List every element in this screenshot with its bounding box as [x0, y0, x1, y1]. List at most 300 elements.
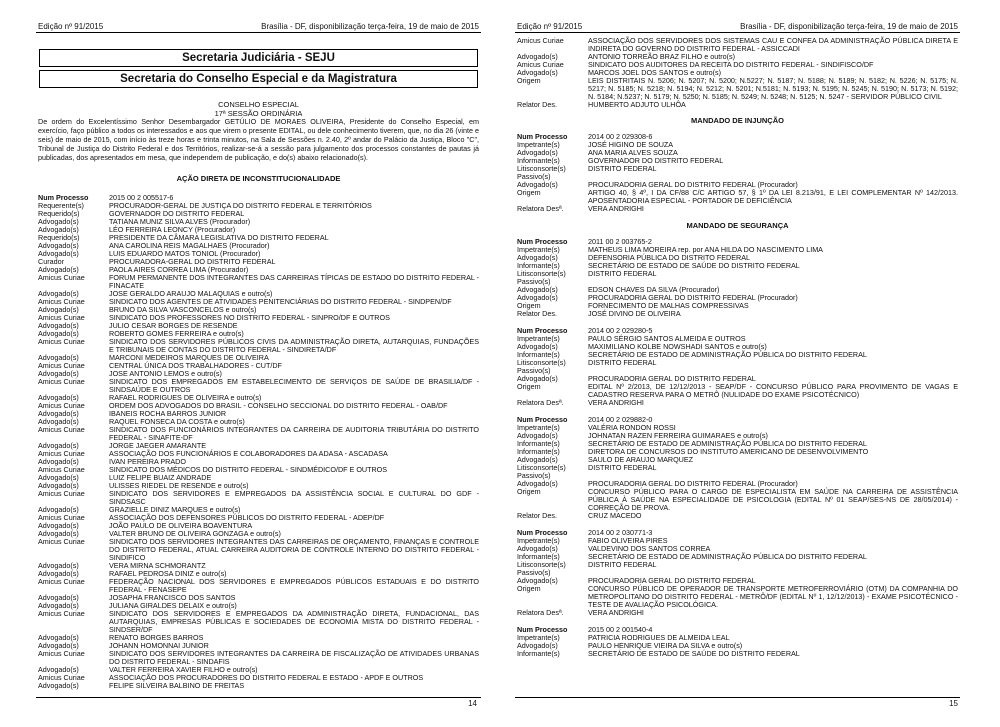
field-value: VERA ANDRIGHI — [588, 204, 644, 213]
field-label: Amicus Curiae — [38, 296, 85, 306]
field-label: Advogado(s) — [38, 368, 79, 378]
field-value: SINDICATO DOS FUNCIONÁRIOS INTEGRANTES DA CARREIRA DE AUDITORIA TRIBUTÁRIA DO DISTRITO FEDERAL - SINAFITE-DF — [109, 424, 479, 442]
field-label: Amicus Curiae — [38, 464, 85, 474]
field-value: CENTRAL ÚNICA DOS TRABALHADORES - CUT/DF — [109, 360, 282, 370]
field-value: 2014 00 2 029882-0 — [588, 415, 653, 424]
field-label: Curador — [38, 256, 64, 266]
field-value: SECRETÁRIO DE ESTADO DE ADMINISTRAÇÃO PÚBLICA DO DISTRITO FEDERAL — [588, 552, 867, 561]
field-label: Relatora Desª. — [517, 398, 564, 407]
record-row — [515, 278, 960, 286]
field-value: SINDICATO DOS AGENTES DE ATIVIDADES PENITENCIÁRIAS DO DISTRITO FEDERAL - SINDPEN/DF — [109, 296, 452, 306]
record-separator — [515, 318, 960, 327]
field-label: Num Processo — [38, 192, 89, 202]
field-value: ASSOCIAÇÃO DOS PROCURADORES DO DISTRITO FEDERAL E ESTADO - APDF E OUTROS — [109, 672, 424, 682]
page-number: 14 — [468, 699, 477, 708]
session-subtitle: 17ª SESSÃO ORDINÁRIA — [214, 109, 303, 119]
field-label: Litisconsorte(s) — [517, 463, 566, 472]
field-label: Informante(s) — [517, 439, 560, 448]
record-row — [515, 448, 960, 456]
field-label: Advogado(s) — [38, 520, 79, 530]
field-value: BRUNO DA SILVA VASCONCELOS e outro(s) — [109, 304, 257, 314]
field-value: 2014 00 2 030771-3 — [588, 528, 653, 537]
record-separator — [515, 617, 960, 626]
record-row — [36, 338, 481, 354]
field-label: Advogado(s) — [517, 253, 558, 262]
field-value: RAFAEL PEDROSA DINIZ e outro(s) — [109, 568, 227, 578]
field-label: Advogado(s) — [38, 416, 79, 426]
field-label: Origem — [517, 188, 541, 197]
field-label: Advogado(s) — [38, 248, 79, 258]
edition-label: Edição nº 91/2015 — [517, 22, 583, 31]
field-label: Relatora Desª. — [517, 608, 564, 617]
field-value: CONCURSO PÚBLICO DE OPERADOR DE TRANSPORTE METROFERROVIÁRIO (OTM) DA COMPANHIA DO METROPOLITANO DO DISTRITO FEDERAL - METRÔ/DF (EDITAL Nº 1, 12/12/2013) - EXAME PSICOTÉCNICO - TESTE DE AVALIAÇÃO PSICOLÓGICA. — [588, 584, 958, 609]
secretariat-subtitle: Secretaria do Conselho Especial e da Magistratura — [39, 70, 478, 88]
field-value: DISTRITO FEDERAL — [588, 560, 657, 569]
record-row — [36, 202, 481, 210]
field-label: Amicus Curiae — [38, 400, 85, 410]
field-value: JOHNATAN RAZEN FERREIRA GUIMARAES e outro(s) — [588, 431, 768, 440]
field-label: Requerente(s) — [38, 200, 84, 210]
field-value: SAULO DE ARAUJO MARQUEZ — [588, 455, 694, 464]
field-value: PATRICIA RODRIGUES DE ALMEIDA LEAL — [588, 633, 730, 642]
record-row — [515, 165, 960, 173]
field-value: PAULO HENRIQUE VIEIRA DA SILVA e outro(s) — [588, 641, 743, 650]
record-row — [36, 466, 481, 474]
field-value: 2015 00 2 001540-4 — [588, 625, 653, 634]
field-label: Advogado(s) — [38, 568, 79, 578]
record-row — [36, 562, 481, 570]
field-value: MARCOS JOEL DOS SANTOS e outro(s) — [588, 68, 721, 77]
field-value: DISTRITO FEDERAL — [588, 164, 657, 173]
process-record — [515, 416, 960, 520]
field-label: Advogado(s) — [38, 392, 79, 402]
record-row — [515, 101, 960, 109]
field-value: PROCURADORA-GERAL DO DISTRITO FEDERAL — [109, 256, 276, 266]
field-value: VALDEVINO DOS SANTOS CORREA — [588, 544, 711, 553]
field-value: VALTER BRUNO DE OLIVEIRA GONZAGA e outro(s) — [109, 528, 281, 538]
field-label: Advogado(s) — [517, 293, 558, 302]
record-row — [36, 402, 481, 410]
field-label: Informante(s) — [517, 350, 560, 359]
field-value: PROCURADOR-GERAL DE JUSTIÇA DO DISTRITO FEDERAL E TERRITÓRIOS — [109, 200, 372, 210]
field-value: GOVERNADOR DO DISTRITO FEDERAL — [588, 156, 724, 165]
record-row — [515, 262, 960, 270]
field-label: Amicus Curiae — [517, 60, 564, 69]
field-value: 2014 00 2 029280-5 — [588, 326, 653, 335]
field-value: CONCURSO PÚBLICO PARA O CARGO DE ESPECIALISTA EM SAÚDE NA CARREIRA DE ASSISTÊNCIA PÚBLICA À SAÚDE NA ESPECIALIDADE DE PSICOLOGIA (EDITAL Nº 01 SEAP/SES-NS DE 28/05/2014) - CORREÇÃO DE PROVA. — [588, 487, 958, 512]
field-label: Litisconsorte(s) — [517, 560, 566, 569]
record-row — [36, 378, 481, 394]
process-record-list — [36, 194, 481, 690]
record-row — [36, 298, 481, 306]
field-label: Impetrante(s) — [517, 633, 560, 642]
field-label: Advogado(s) — [517, 641, 558, 650]
field-value: DIRETORA DE CONCURSOS DO INSTITUTO AMERICANO DE DESENVOLVIMENTO — [588, 447, 869, 456]
record-row — [36, 258, 481, 266]
process-record — [515, 626, 960, 658]
field-label: Origem — [517, 487, 541, 496]
field-value: ORDEM DOS ADVOGADOS DO BRASIL - CONSELHO SECCIONAL DO DISTRITO FEDERAL - OAB/DF — [109, 400, 448, 410]
page-footer — [515, 697, 960, 710]
field-value: PROCURADORIA GERAL DO DISTRITO FEDERAL (Procurador) — [588, 479, 798, 488]
field-label: Advogado(s) — [38, 600, 79, 610]
secretariat-title: Secretaria Judiciária - SEJU — [39, 49, 478, 67]
record-row — [36, 450, 481, 458]
page-header — [36, 22, 481, 33]
field-value: GOVERNADOR DO DISTRITO FEDERAL — [109, 208, 245, 218]
field-label: Relator Des. — [517, 511, 557, 520]
field-value: SECRETÁRIO DE ESTADO DE SAÚDE DO DISTRITO FEDERAL — [588, 649, 800, 658]
page-header — [515, 22, 960, 33]
field-value: LUIS EDUARDO MATOS TONIOL (Procurador) — [109, 248, 261, 258]
field-value: SINDICATO DOS AUDITORES DA RECEITA DO DISTRITO FEDERAL - SINDIFISCO/DF — [588, 60, 874, 69]
field-value: SINDICATO DOS EMPREGADOS EM ESTABELECIMENTO DE SERVIÇOS DE SAÚDE DE BRASILIA/DF - SINDSAÚDE E OUTROS — [109, 376, 479, 394]
field-value: ARTIGO 40, § 4º, I DA CF/88 C/C ARTIGO 57, § 1º DA LEI 8.213/91, E LEI COMPLEMENTAR Nº 142/2013. APOSENTADORIA ESPECIAL - PORTADOR DE DEFICIÊNCIA — [588, 188, 958, 205]
field-value: LEIS DISTRITAIS N. 5206; N. 5207; N. 5200; N.5227; N. 5187; N. 5188; N. 5189; N. 5182; N. 5226; N. 5175; N. 5217; N. 5185; N. 5218; N. 5194; N. 5212; N. 5201; N.5181; N. 5193; N. 5195; N. 5245; N. 5190; N. 5173; N. 5192; N. 5184; N.5237; N. 5179; N. 5250; N. 5185; N. 5249; N. 5248; N. 5125; N. 5247 - SERVIDOR PÚBLICO CIVIL — [588, 76, 958, 101]
record-row — [36, 578, 481, 594]
field-value: ASSOCIAÇÃO DOS DEFENSORES PÚBLICOS DO DISTRITO FEDERAL - ADEP/DF — [109, 512, 385, 522]
field-value: IVAN PEREIRA PRADO — [109, 456, 186, 466]
field-label: Advogado(s) — [517, 455, 558, 464]
record-row — [515, 77, 960, 101]
field-value: SINDICATO DOS SERVIDORES INTEGRANTES DA CARREIRA DE FISCALIZAÇÃO DE ATIVIDADES URBANAS DO DISTRITO FEDERAL - SINDAFIS — [109, 648, 479, 666]
edital-intro: De ordem do Excelentíssimo Senhor Desembargador GETÚLIO DE MORAES OLIVEIRA, Presidente do Conselho Especial, em exercício, faço público a todos os interessados e aos que virem o presente EDITAL, ou dele conhecimento tiverem, que, no dia 26 (vinte e seis) de maio de 2015, com início às treze horas e trinta minutos, na Sala de Sessões n. 2.40, 2º andar do Palácio da Justiça, Bloco "C", Tribunal de Justiça do Distrito Federal e dos Territórios, realizar-se-á a sessão para julgamento dos processos constantes de pautas já publicadas, dos apresentados em mesa, que independem de publicação, e do(s) abaixo relacionado(s). — [38, 117, 479, 163]
record-row — [515, 512, 960, 520]
process-record — [515, 238, 960, 318]
record-row — [515, 488, 960, 512]
record-row — [36, 610, 481, 634]
field-label: Requerido(s) — [38, 208, 80, 218]
field-label: Advogado(s) — [517, 479, 558, 488]
record-row — [36, 650, 481, 666]
field-value: SECRETÁRIO DE ESTADO DE ADMINISTRAÇÃO PÚBLICA DO DISTRITO FEDERAL — [588, 350, 867, 359]
field-label: Relator Des. — [517, 309, 557, 318]
field-label: Advogado(s) — [38, 680, 79, 690]
field-label: Advogado(s) — [38, 472, 79, 482]
field-value: PRESIDENTE DA CÂMARA LEGISLATIVA DO DISTRITO FEDERAL — [109, 232, 329, 242]
field-value: SINDICATO DOS MÉDICOS DO DISTRITO FEDERAL - SINDMÉDICO/DF E OUTROS — [109, 464, 388, 474]
record-row — [36, 218, 481, 226]
field-label: Amicus Curiae — [38, 488, 85, 498]
record-row — [515, 529, 960, 537]
field-value: FORUM PERMANENTE DOS INTEGRANTES DAS CARREIRAS TÍPICAS DE ESTADO DO DISTRITO FEDERAL - FINACATE — [109, 272, 479, 290]
record-row — [515, 383, 960, 399]
record-row — [515, 133, 960, 141]
field-label: Amicus Curiae — [38, 312, 85, 322]
field-label: Amicus Curiae — [38, 448, 85, 458]
field-label: Num Processo — [517, 237, 568, 246]
field-label: Advogado(s) — [38, 408, 79, 418]
field-label: Advogado(s) — [38, 560, 79, 570]
field-value: SECRETÁRIO DE ESTADO DE SAÚDE DO DISTRITO FEDERAL — [588, 261, 800, 270]
record-row — [36, 322, 481, 330]
field-value: MATHEUS LIMA MOREIRA rep. por ANA HILDA DO NASCIMENTO LIMA — [588, 245, 823, 254]
record-row — [515, 359, 960, 367]
record-row — [36, 674, 481, 682]
field-label: Relatora Desª. — [517, 204, 564, 213]
field-value: RAFAEL RODRIGUES DE OLIVEIRA e outro(s) — [109, 392, 262, 402]
field-label: Passivo(s) — [517, 568, 551, 577]
field-label: Num Processo — [517, 625, 568, 634]
field-label: Amicus Curiae — [38, 424, 85, 434]
field-label: Amicus Curiae — [38, 576, 85, 586]
field-label: Amicus Curiae — [38, 336, 85, 346]
field-label: Advogado(s) — [38, 664, 79, 674]
field-label: Advogado(s) — [517, 374, 558, 383]
record-row — [515, 302, 960, 310]
field-label: Advogado(s) — [517, 180, 558, 189]
process-record — [515, 327, 960, 407]
record-row — [515, 399, 960, 407]
field-value: VALÉRIA RONDON ROSSI — [588, 423, 676, 432]
field-value: DISTRITO FEDERAL — [588, 269, 657, 278]
record-row — [515, 270, 960, 278]
record-row — [515, 141, 960, 149]
field-label: Advogado(s) — [38, 224, 79, 234]
field-value: PAOLA AIRES CORREA LIMA (Procurador) — [109, 264, 249, 274]
section-heading: AÇÃO DIRETA DE INCONSTITUCIONALIDADE — [176, 173, 341, 183]
field-label: Advogado(s) — [38, 480, 79, 490]
record-row — [515, 157, 960, 165]
field-label: Passivo(s) — [517, 172, 551, 181]
field-label: Advogado(s) — [38, 240, 79, 250]
field-value: VALTER FERREIRA XAVIER FILHO e outro(s) — [109, 664, 258, 674]
field-value: JOSE GERALDO ARAUJO MALAQUIAS e outro(s) — [109, 288, 273, 298]
field-value: TATIANA MUNIZ SILVA ALVES (Procurador) — [109, 216, 251, 226]
record-row — [36, 634, 481, 642]
field-value: ANTONIO TORREÃO BRAZ FILHO e outro(s) — [588, 52, 735, 61]
field-value: JOSAPHA FRANCISCO DOS SANTOS — [109, 592, 236, 602]
page-footer — [36, 697, 481, 710]
field-label: Requerido(s) — [38, 232, 80, 242]
record-row — [515, 561, 960, 569]
field-value: JULIO CESAR BORGES DE RESENDE — [109, 320, 238, 330]
session-title: CONSELHO ESPECIAL — [218, 100, 299, 109]
field-label: Amicus Curiae — [38, 648, 85, 658]
field-value: ASSOCIAÇÃO DOS SERVIDORES DOS SISTEMAS CAU E CONFEA DA ADMINISTRAÇÃO PÚBLICA DIRETA E INDIRETA DO GOVERNO DO DISTRITO FEDERAL - ASSICCADI — [588, 36, 958, 53]
field-value: EDSON CHAVES DA SILVA (Procurador) — [588, 285, 720, 294]
field-value: ROBERTO GOMES FERREIRA e outro(s) — [109, 328, 244, 338]
field-label: Num Processo — [517, 326, 568, 335]
field-label: Impetrante(s) — [517, 245, 560, 254]
record-row — [515, 650, 960, 658]
field-value: 2015 00 2 005517-6 — [109, 192, 174, 202]
record-row — [36, 362, 481, 370]
record-row — [36, 594, 481, 602]
section-heading-seguranca: MANDADO DE SEGURANÇA — [686, 221, 789, 230]
field-label: Advogado(s) — [38, 304, 79, 314]
record-row — [36, 210, 481, 218]
field-label: Num Processo — [517, 415, 568, 424]
field-label: Informante(s) — [517, 447, 560, 456]
field-label: Advogado(s) — [38, 640, 79, 650]
field-label: Informante(s) — [517, 156, 560, 165]
field-label: Advogado(s) — [517, 544, 558, 553]
process-record — [515, 529, 960, 617]
record-row — [515, 585, 960, 609]
field-value: 2014 00 2 029308-6 — [588, 132, 653, 141]
record-row — [36, 490, 481, 506]
right-page — [515, 22, 960, 710]
field-label: Advogado(s) — [517, 148, 558, 157]
field-value: DISTRITO FEDERAL — [588, 463, 657, 472]
record-separator — [515, 520, 960, 529]
record-row — [36, 410, 481, 418]
record-row — [515, 609, 960, 617]
record-row — [36, 514, 481, 522]
field-value: SINDICATO DOS SERVIDORES E EMPREGADOS DA ADMINISTRAÇÃO DIRETA, FUNDACIONAL, DAS AUTARQUIAS, EMPRESAS PÚBLICAS E SOCIEDADES DE ECONOMIA MISTA DO DISTRITO FEDERAL - SINDSER/DF — [109, 608, 479, 634]
page-number: 15 — [949, 699, 958, 708]
field-value: ANA MARIA ALVES SOUZA — [588, 148, 678, 157]
field-label: Advogado(s) — [517, 285, 558, 294]
field-value: ULISSES RIEDEL DE RESENDE e outro(s) — [109, 480, 249, 490]
record-row — [36, 274, 481, 290]
field-value: HUMBERTO ADJUTO ULHÔA — [588, 100, 686, 109]
seguranca-record-list — [515, 238, 960, 658]
field-value: SECRETÁRIO DE ESTADO DE ADMINISTRAÇÃO PÚBLICA DO DISTRITO FEDERAL — [588, 439, 867, 448]
record-row — [515, 464, 960, 472]
field-label: Advogado(s) — [38, 352, 79, 362]
field-label: Amicus Curiae — [38, 512, 85, 522]
field-label: Amicus Curiae — [38, 672, 85, 682]
field-value: JORGE JAEGER AMARANTE — [109, 440, 207, 450]
field-label: Advogado(s) — [38, 440, 79, 450]
edition-label: Edição nº 91/2015 — [38, 22, 104, 31]
field-value: MAXIMILIANO KOLBE NOWSHADI SANTOS e outro(s) — [588, 342, 767, 351]
field-label: Amicus Curiae — [38, 376, 85, 386]
field-value: JOSÉ HIGINO DE SOUZA — [588, 140, 674, 149]
field-label: Advogado(s) — [38, 216, 79, 226]
section-heading-injuncao: MANDADO DE INJUNÇÃO — [691, 116, 784, 125]
field-label: Advogado(s) — [38, 456, 79, 466]
field-value: PAULO SÉRGIO SANTOS ALMEIDA E OUTROS — [588, 334, 746, 343]
field-value: FABIO OLIVEIRA PIRES — [588, 536, 668, 545]
field-value: PROCURADORIA GERAL DO DISTRITO FEDERAL — [588, 576, 756, 585]
field-label: Advogado(s) — [38, 328, 79, 338]
field-label: Advogado(s) — [38, 592, 79, 602]
field-label: Num Processo — [517, 132, 568, 141]
field-value: PROCURADORIA GERAL DO DISTRITO FEDERAL (Procurador) — [588, 293, 798, 302]
field-value: SINDICATO DOS SERVIDORES PÚBLICOS CIVIS DA ADMINISTRAÇÃO DIRETA, AUTARQUIAS, FUNDAÇÕES E TRIBUNAIS DE CONTAS DO DISTRITO FEDERAL - SINDIRETA/DF — [109, 336, 479, 354]
record-row — [515, 456, 960, 464]
field-label: Advogado(s) — [517, 576, 558, 585]
field-label: Advogado(s) — [38, 528, 79, 538]
record-row — [36, 314, 481, 322]
field-label: Advogado(s) — [38, 504, 79, 514]
field-value: PROCURADORIA GERAL DO DISTRITO FEDERAL (Procurador) — [588, 180, 798, 189]
field-label: Amicus Curiae — [38, 272, 85, 282]
continued-record-list — [515, 37, 960, 109]
record-row — [515, 310, 960, 318]
field-value: VERA MIRNA SCHMORANTZ — [109, 560, 206, 570]
field-label: Advogado(s) — [38, 320, 79, 330]
field-label: Advogado(s) — [38, 288, 79, 298]
field-value: SINDICATO DOS SERVIDORES E EMPREGADOS DA ASSISTÊNCIA SOCIAL E CULTURAL DO GDF - SINDSASC — [109, 488, 479, 506]
field-label: Advogado(s) — [38, 632, 79, 642]
field-label: Origem — [517, 76, 541, 85]
record-separator — [515, 407, 960, 416]
field-label: Passivo(s) — [517, 471, 551, 480]
record-row — [36, 538, 481, 562]
field-value: RAQUEL FONSECA DA COSTA e outro(s) — [109, 416, 245, 426]
field-label: Advogado(s) — [517, 68, 558, 77]
field-label: Litisconsorte(s) — [517, 164, 566, 173]
field-value: FELIPE SILVEIRA BALBINO DE FREITAS — [109, 680, 245, 690]
field-label: Origem — [517, 301, 541, 310]
field-label: Litisconsorte(s) — [517, 269, 566, 278]
field-value: ASSOCIAÇÃO DOS FUNCIONÁRIOS E COLABORADORES DA ADASA - ASCADASA — [109, 448, 388, 458]
field-value: DISTRITO FEDERAL — [588, 358, 657, 367]
record-row — [515, 537, 960, 545]
field-label: Relator Des. — [517, 100, 557, 109]
field-label: Impetrante(s) — [517, 140, 560, 149]
field-value: FORNECIMENTO DE MALHAS COMPRESSIVAS — [588, 301, 749, 310]
record-row — [515, 416, 960, 424]
field-label: Passivo(s) — [517, 277, 551, 286]
record-row — [36, 474, 481, 482]
field-label: Advogado(s) — [517, 431, 558, 440]
field-value: SINDICATO DOS PROFESSORES NO DISTRITO FEDERAL - SINPRO/DF E OUTROS — [109, 312, 390, 322]
field-value: EDITAL Nº 2/2013, DE 12/12/2013 - SEAP/DF - CONCURSO PÚBLICO PARA PROVIMENTO DE VAGAS E CADASTRO RESERVA PARA O METRÔ (NULIDADE DO EXAME PSICOTÉCNICO) — [588, 382, 958, 399]
field-label: Impetrante(s) — [517, 334, 560, 343]
field-label: Advogado(s) — [517, 342, 558, 351]
record-row — [515, 626, 960, 634]
field-label: Num Processo — [517, 528, 568, 537]
record-row — [515, 553, 960, 561]
record-row — [515, 149, 960, 157]
field-value: MARCONI MEDEIROS MARQUES DE OLIVEIRA — [109, 352, 269, 362]
field-value: PROCURADORIA GERAL DO DISTRITO FEDERAL — [588, 374, 756, 383]
record-row — [36, 426, 481, 442]
field-value: IBANEIS ROCHA BARROS JUNIOR — [109, 408, 227, 418]
header-date: Brasília - DF, disponibilização terça-feira, 19 de maio de 2015 — [261, 22, 479, 31]
field-value: VERA ANDRIGHI — [588, 608, 644, 617]
field-value: JULIANA GIRALDES DELAIX e outro(s) — [109, 600, 237, 610]
field-value: JOSE ANTONIO LEMOS e outro(s) — [109, 368, 222, 378]
field-label: Impetrante(s) — [517, 423, 560, 432]
field-label: Litisconsorte(s) — [517, 358, 566, 367]
field-label: Impetrante(s) — [517, 536, 560, 545]
field-value: GRAZIELLE DINIZ MARQUES e outro(s) — [109, 504, 241, 514]
injuncao-record-list — [515, 133, 960, 213]
record-row — [515, 351, 960, 359]
field-label: Passivo(s) — [517, 366, 551, 375]
field-value: JOÃO PAULO DE OLIVEIRA BOAVENTURA — [109, 520, 253, 530]
field-value: RENATO BORGES BARROS — [109, 632, 204, 642]
field-value: FEDERAÇÃO NACIONAL DOS SERVIDORES E EMPREGADOS PÚBLICOS ESTADUAIS E DO DISTRITO FEDERAL - FENASEPE — [109, 576, 479, 594]
field-value: LÉO FERREIRA LEONCY (Procurador) — [109, 224, 236, 234]
record-row — [36, 682, 481, 690]
field-label: Informante(s) — [517, 261, 560, 270]
field-value: JOSÉ DIVINO DE OLIVEIRA — [588, 309, 681, 318]
field-label: Informante(s) — [517, 552, 560, 561]
field-value: JOHANN HOMONNAI JUNIOR — [109, 640, 209, 650]
field-label: Advogado(s) — [38, 264, 79, 274]
field-value: VERA ANDRIGHI — [588, 398, 644, 407]
field-value: LUIZ FELIPE BUAIZ ANDRADE — [109, 472, 212, 482]
record-row — [515, 37, 960, 53]
record-row — [515, 61, 960, 69]
field-value: ANA CAROLINA REIS MAGALHAES (Procurador) — [109, 240, 270, 250]
left-page — [36, 22, 481, 710]
field-value: 2011 00 2 003765-2 — [588, 237, 652, 246]
field-label: Origem — [517, 382, 541, 391]
field-value: SINDICATO DOS SERVIDORES INTEGRANTES DAS CARREIRAS DE ORÇAMENTO, FINANÇAS E CONTROLE DO DISTRITO FEDERAL, ATUAL CARREIRA AUDITORIA DE CONTROLE INTERNO DO DISTRITO FEDERAL - SINDIFICO — [109, 536, 479, 562]
field-label: Informante(s) — [517, 649, 560, 658]
field-label: Amicus Curiae — [38, 536, 85, 546]
field-value: DEFENSORIA PÚBLICA DO DISTRITO FEDERAL — [588, 253, 751, 262]
header-date: Brasília - DF, disponibilização terça-feira, 19 de maio de 2015 — [740, 22, 958, 31]
